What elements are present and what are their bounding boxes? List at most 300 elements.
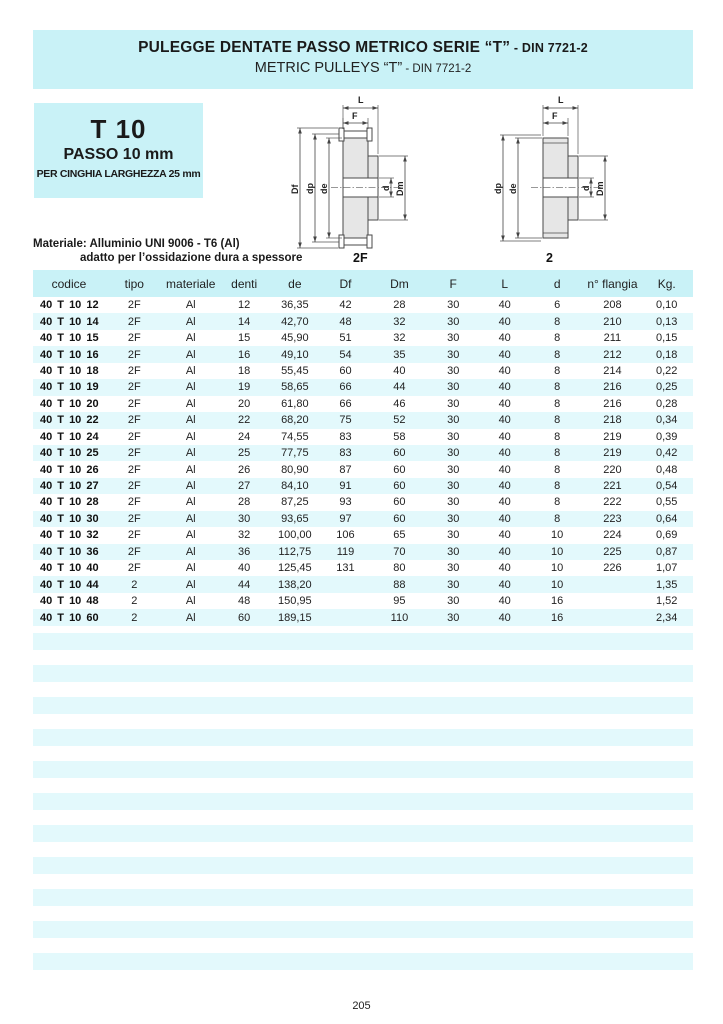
table-cell: 1,07 [655,562,678,575]
table-cell: 40 T 10 60 [40,611,99,624]
table-cell: 40 T 10 40 [40,562,99,575]
table-row [33,429,693,445]
table-cell: 40 T 10 24 [40,430,99,443]
table-cell: 0,39 [655,430,678,443]
column-header: L [501,276,509,291]
table-row [33,527,693,543]
table-cell: 40 [498,315,511,328]
table-cell: 8 [554,480,561,493]
table-cell: 49,10 [281,348,309,361]
table-cell: 2F [127,414,141,427]
table-cell: 40 [498,529,511,542]
table-cell: 2F [127,348,141,361]
table-cell: 8 [554,463,561,476]
table-cell: 8 [554,364,561,377]
table-cell: 0,54 [655,480,678,493]
table-cell: 219 [603,447,622,460]
table-cell: 2F [127,397,141,410]
table-cell: 25 [238,447,251,460]
table-cell: 61,80 [281,397,309,410]
table-cell: Al [185,381,196,394]
empty-stripe [33,633,693,650]
table-cell: 65 [393,529,406,542]
table-row [33,313,693,329]
table-cell: 30 [447,381,460,394]
empty-stripe [33,857,693,874]
column-header: materiale [166,276,216,291]
table-cell: 40 [238,562,251,575]
table-cell: 223 [603,512,622,525]
pulley-drawing-flanged [283,90,498,268]
column-header: de [288,276,302,291]
empty-stripe [33,953,693,970]
table-cell: 40 [498,496,511,509]
product-belt-width: PER CINGHIA LARGHEZZA 25 mm [36,168,201,180]
table-cell: 2F [127,299,141,312]
table-cell: 224 [603,529,622,542]
table-cell: 91 [339,480,352,493]
table-cell: Al [185,578,196,591]
table-cell: 19 [238,381,251,394]
table-row [33,511,693,527]
table-cell: 40 [498,562,511,575]
table-cell: 66 [339,397,352,410]
table-cell: 119 [336,545,355,558]
table-cell: 40 [498,480,511,493]
dim-label-de: de [319,183,329,194]
table-cell: Al [185,348,196,361]
table-cell: Al [185,611,196,624]
table-cell: Al [185,463,196,476]
table-cell: 20 [238,397,251,410]
table-cell: 16 [238,348,251,361]
table-cell: Al [185,529,196,542]
table-cell: 95 [393,595,406,608]
drawing-caption-2F: 2F [353,251,368,265]
table-cell: 6 [554,299,561,312]
table-cell: 30 [447,463,460,476]
table-cell: 212 [603,348,622,361]
table-cell: 14 [238,315,251,328]
table-row [33,560,693,576]
product-name: T 10 [90,114,147,144]
table-cell: 218 [603,414,622,427]
table-row [33,461,693,477]
table-cell: 125,45 [278,562,312,575]
column-header: Kg. [657,276,676,291]
empty-stripe [33,665,693,682]
table-cell: 0,18 [655,348,678,361]
dim-label-Df: Df [290,184,300,194]
table-row [33,576,693,592]
table-cell: 2F [127,364,141,377]
table-cell: 30 [447,480,460,493]
table-cell: 2F [127,381,141,394]
title-en-standard: - DIN 7721-2 [402,63,472,75]
table-cell: 30 [447,348,460,361]
table-cell: 40 T 10 26 [40,463,99,476]
table-cell: 40 [498,463,511,476]
table-cell: 26 [238,463,251,476]
table-cell: 55,45 [281,364,309,377]
empty-stripe [33,729,693,746]
column-header: n° flangia [587,276,638,291]
table-cell: 30 [447,545,460,558]
column-header: F [449,276,457,291]
table-cell: Al [185,480,196,493]
table-cell: 10 [551,529,564,542]
table-cell: 10 [551,578,564,591]
table-cell: 220 [603,463,622,476]
table-cell: 30 [447,578,460,591]
dim-label-L: L [358,95,364,105]
table-cell: 8 [554,447,561,460]
table-cell: 8 [554,348,561,361]
table-cell: 110 [390,611,409,624]
table-cell: 0,10 [655,299,678,312]
table-cell: 2F [127,463,141,476]
table-cell: 8 [554,397,561,410]
table-cell: 75 [339,414,352,427]
table-cell: 32 [393,315,406,328]
column-header: denti [231,276,258,291]
table-cell: 60 [393,447,406,460]
table-cell: 22 [238,414,251,427]
table-cell: 2F [127,496,141,509]
table-row [33,346,693,362]
table-cell: 97 [339,512,352,525]
material-line2: adatto per l’ossidazione dura a spessore [80,251,303,264]
table-cell: 106 [336,529,355,542]
table-cell: Al [185,315,196,328]
table-cell: 30 [447,414,460,427]
table-cell: Al [185,562,196,575]
table-row [33,593,693,609]
table-row [33,379,693,395]
table-cell: 1,35 [655,578,678,591]
table-cell: 2F [127,480,141,493]
table-cell: 44 [393,381,406,394]
table-cell: 8 [554,381,561,394]
table-cell: 10 [551,545,564,558]
table-cell: 40 T 10 15 [40,332,99,345]
table-cell: 40 [498,578,511,591]
table-cell: 80 [393,562,406,575]
table-cell: 150,95 [278,595,312,608]
table-cell: 0,64 [655,512,678,525]
page-title-italian [33,39,693,57]
table-cell: 40 [498,430,511,443]
table-cell: 2 [131,595,138,608]
table-cell: 131 [336,562,355,575]
table-cell: 214 [603,364,622,377]
empty-stripe [33,761,693,778]
table-cell: 40 T 10 32 [40,529,99,542]
table-cell: 40 T 10 44 [40,578,99,591]
column-header: d [553,276,561,291]
table-row [33,478,693,494]
table-cell: 32 [393,332,406,345]
table-cell: 211 [603,332,622,345]
table-cell: Al [185,299,196,312]
table-cell: 2F [127,332,141,345]
table-cell: 138,20 [278,578,312,591]
table-cell: 0,13 [655,315,678,328]
table-cell: Al [185,364,196,377]
table-cell: 28 [238,496,251,509]
table-cell: 112,75 [278,545,312,558]
table-cell: 58,65 [281,381,309,394]
table-cell: 100,00 [278,529,312,542]
table-cell: Al [185,414,196,427]
table-cell: 216 [603,381,622,394]
title-en-text: METRIC PULLEYS “T” [254,60,403,76]
table-cell: 15 [238,332,251,345]
dim-label-L: L [558,95,564,105]
title-it-text: PULEGGE DENTATE PASSO METRICO SERIE “T” [138,39,511,56]
table-cell: 8 [554,496,561,509]
table-cell: 40 T 10 30 [40,512,99,525]
dim-label-de: de [508,183,518,194]
table-cell: 77,75 [281,447,309,460]
table-cell: Al [185,447,196,460]
table-cell: Al [185,332,196,345]
page-number: 205 [352,1000,371,1012]
column-header: codice [51,276,87,291]
table-cell: 27 [238,480,251,493]
table-cell: 40 T 10 12 [40,299,99,312]
table-cell: 28 [393,299,406,312]
table-cell: 18 [238,364,251,377]
page-title-english [33,60,693,76]
table-cell: 2F [127,562,141,575]
table-cell: 30 [447,364,460,377]
table-cell: 40 [498,611,511,624]
table-cell: 60 [238,611,251,624]
table-cell: 44 [238,578,251,591]
table-cell: 40 [393,364,406,377]
table-cell: 0,55 [655,496,678,509]
table-cell: 30 [447,595,460,608]
table-cell: 40 [498,545,511,558]
table-cell: 40 [498,397,511,410]
table-cell: 30 [447,562,460,575]
table-cell: 60 [393,496,406,509]
table-cell: 40 [498,364,511,377]
table-cell: 87,25 [281,496,309,509]
table-header [33,270,693,297]
table-cell: 16 [551,611,564,624]
table-cell: 66 [339,381,352,394]
table-cell: 30 [447,512,460,525]
table-cell: 42 [339,299,352,312]
table-cell: 46 [393,397,406,410]
table-cell: 40 [498,299,511,312]
table-cell: 30 [447,332,460,345]
table-cell: 40 [498,381,511,394]
table-cell: Al [185,545,196,558]
product-box [34,103,203,198]
table-cell: 0,69 [655,529,678,542]
table-cell: 2 [131,578,138,591]
table-cell: 225 [603,545,622,558]
empty-stripe [33,697,693,714]
table-row [33,494,693,510]
table-cell: 40 T 10 22 [40,414,99,427]
empty-stripe [33,889,693,906]
table-cell: 8 [554,315,561,328]
table-cell: 88 [393,578,406,591]
table-cell: 40 T 10 16 [40,348,99,361]
table-cell: 40 [498,332,511,345]
table-cell: 2F [127,512,141,525]
spec-table [33,270,693,626]
table-cell: 24 [238,430,251,443]
table-cell: 2 [131,611,138,624]
table-cell: 10 [551,562,564,575]
table-cell: 40 T 10 28 [40,496,99,509]
table-cell: 8 [554,414,561,427]
material-note [33,238,302,265]
table-cell: 51 [339,332,352,345]
table-cell: 32 [238,529,251,542]
table-row [33,445,693,461]
table-cell: 40 T 10 36 [40,545,99,558]
table-cell: 221 [603,480,622,493]
table-cell: 30 [447,611,460,624]
table-cell: Al [185,595,196,608]
table-cell: 40 T 10 25 [40,447,99,460]
table-cell: 60 [339,364,352,377]
table-cell: 40 [498,595,511,608]
empty-stripe [33,793,693,810]
empty-stripe [33,921,693,938]
table-cell: 1,52 [655,595,678,608]
dim-label-dp: dp [493,183,503,194]
table-cell: 60 [393,463,406,476]
product-pitch: PASSO 10 mm [63,146,174,163]
table-cell: 30 [447,496,460,509]
table-cell: 2,34 [655,611,678,624]
table-cell: 16 [551,595,564,608]
table-cell: 60 [393,512,406,525]
table-cell: 87 [339,463,352,476]
table-cell: 222 [603,496,622,509]
title-it-standard: - DIN 7721-2 [510,41,588,55]
table-cell: 40 [498,512,511,525]
table-cell: 208 [603,299,622,312]
table-cell: 0,34 [655,414,678,427]
table-cell: 80,90 [281,463,309,476]
table-cell: 83 [339,447,352,460]
table-row [33,330,693,346]
table-row [33,609,693,625]
table-cell: 40 T 10 27 [40,480,99,493]
table-cell: 40 T 10 20 [40,397,99,410]
table-cell: 83 [339,430,352,443]
table-cell: 42,70 [281,315,309,328]
table-cell: 58 [393,430,406,443]
table-cell: 12 [238,299,251,312]
table-cell: 68,20 [281,414,309,427]
table-cell: 226 [603,562,622,575]
table-body [33,297,693,626]
table-cell: 40 T 10 18 [40,364,99,377]
table-cell: 30 [447,299,460,312]
table-cell: 0,87 [655,545,678,558]
table-cell: 30 [447,529,460,542]
table-cell: 210 [603,315,622,328]
table-cell: 40 [498,414,511,427]
dim-label-Dm: Dm [395,181,405,196]
table-row [33,412,693,428]
table-cell: 60 [393,480,406,493]
dim-label-dp: dp [305,183,315,194]
table-cell: 35 [393,348,406,361]
table-cell: 30 [238,512,251,525]
table-cell: 48 [238,595,251,608]
material-line1: Materiale: Alluminio UNI 9006 - T6 (Al) [33,238,240,250]
table-cell: 2F [127,447,141,460]
table-cell: 36 [238,545,251,558]
table-cell: 2F [127,315,141,328]
empty-stripe [33,825,693,842]
column-header: Dm [390,276,409,291]
table-cell: 2F [127,545,141,558]
table-cell: 70 [393,545,406,558]
table-cell: 8 [554,332,561,345]
pulley-drawing-plain [483,90,698,268]
table-cell: 52 [393,414,406,427]
table-cell: 93,65 [281,512,309,525]
table-row [33,363,693,379]
table-cell: 216 [603,397,622,410]
dim-label-F: F [352,111,358,121]
table-cell: 189,15 [278,611,312,624]
table-cell: 2F [127,430,141,443]
table-row [33,544,693,560]
column-header: tipo [124,276,144,291]
table-cell: 8 [554,512,561,525]
table-cell: 74,55 [281,430,309,443]
table-cell: 0,42 [655,447,678,460]
table-cell: 36,35 [281,299,309,312]
table-cell: 0,25 [655,381,678,394]
table-cell: 40 [498,348,511,361]
table-cell: 0,22 [655,364,678,377]
dim-label-d: d [381,185,391,191]
plain-pulley-diagram [483,90,698,268]
flanged-pulley-diagram [283,90,498,268]
table-cell: Al [185,512,196,525]
table-cell: 40 T 10 48 [40,595,99,608]
table-cell: 0,48 [655,463,678,476]
table-cell: 30 [447,430,460,443]
title-band [33,30,693,89]
table-cell: 54 [339,348,352,361]
table-row [33,297,693,313]
table-cell: 30 [447,447,460,460]
table-cell: 30 [447,315,460,328]
table-cell: Al [185,397,196,410]
table-cell: Al [185,430,196,443]
table-cell: 219 [603,430,622,443]
table-cell: 40 [498,447,511,460]
drawing-caption-2: 2 [546,251,553,265]
table-cell: 2F [127,529,141,542]
column-header: Df [339,276,352,291]
table-cell: 30 [447,397,460,410]
